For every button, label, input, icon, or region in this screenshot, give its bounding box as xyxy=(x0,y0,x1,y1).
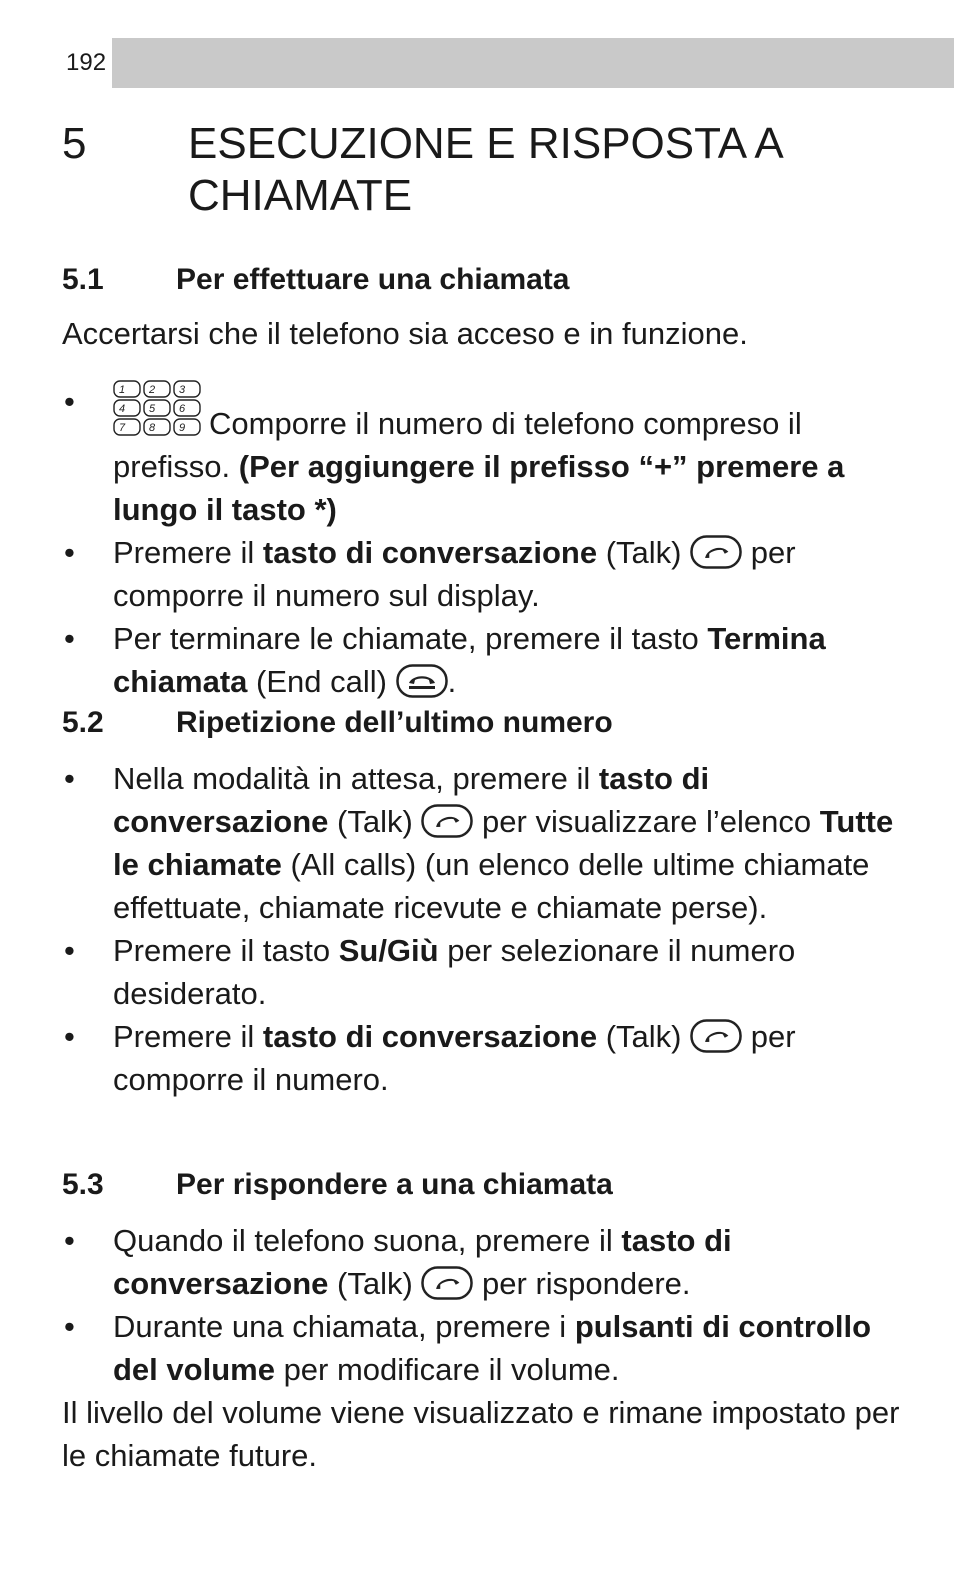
list-item: • Premere il tasto di conversazione (Talk) per comporre il numero. xyxy=(64,1019,796,1097)
paragraph-outro: Il livello del volume viene visualizzato e rimane impostato per le chiamate future. xyxy=(62,1395,900,1473)
numeric-keypad-icon xyxy=(113,380,203,436)
list-item: • 1 2 3 4 5 6 7 8 9 Comporre il numero di telefono compreso il prefisso. (Per aggiungere il prefisso “+” premere a lungo il tasto *) xyxy=(62,380,922,531)
talk-key-icon xyxy=(421,1266,473,1300)
page-number: 192 xyxy=(62,38,112,88)
list-item: • Nella modalità in attesa, premere il tasto di conversazione (Talk) per visualizzare l’elenco Tutte le chiamate (All calls) (un elenco delle ultime chiamate effettuate, chiamate ricevute e chiamate perse). xyxy=(64,761,894,925)
list-item: • Per terminare le chiamate, premere il tasto Termina chiamata (End call) . xyxy=(64,621,826,699)
list-section-5-3 xyxy=(62,1219,922,1391)
list-item: • Premere il tasto di conversazione (Talk) per comporre il numero sul display. xyxy=(64,535,796,613)
paragraph-intro: Accertarsi che il telefono sia acceso e in funzione. xyxy=(62,316,748,351)
talk-key-icon xyxy=(690,535,742,569)
svg-text:9: 9 xyxy=(179,422,186,434)
section-title: Per effettuare una chiamata xyxy=(176,263,570,296)
svg-text:6: 6 xyxy=(179,403,186,415)
talk-key-icon xyxy=(421,804,473,838)
chapter-title: ESECUZIONE E RISPOSTA A CHIAMATE xyxy=(188,119,782,220)
chapter-number: 5 xyxy=(62,119,87,168)
list-item: • Quando il telefono suona, premere il tasto di conversazione (Talk) per rispondere. xyxy=(64,1223,732,1301)
section-title: Per rispondere a una chiamata xyxy=(176,1168,613,1201)
section-number: 5.3 xyxy=(62,1168,104,1201)
list-section-5-1 xyxy=(62,380,922,703)
svg-text:5: 5 xyxy=(149,403,156,415)
svg-text:8: 8 xyxy=(149,422,156,434)
svg-text:3: 3 xyxy=(179,384,186,396)
page-header-bar xyxy=(62,38,954,88)
section-number: 5.1 xyxy=(62,263,104,296)
svg-text:7: 7 xyxy=(119,422,126,434)
talk-key-icon xyxy=(690,1019,742,1053)
svg-text:4: 4 xyxy=(119,403,126,415)
svg-text:2: 2 xyxy=(149,384,156,396)
list-item: • Durante una chiamata, premere i pulsanti di controllo del volume per modificare il volume. xyxy=(64,1309,872,1387)
end-call-key-icon xyxy=(396,664,448,698)
list-section-5-2 xyxy=(62,757,922,1101)
list-item: • Premere il tasto Su/Giù per selezionare il numero desiderato. xyxy=(64,933,796,1011)
section-number: 5.2 xyxy=(62,706,104,739)
section-title: Ripetizione dell’ultimo numero xyxy=(176,706,613,739)
svg-text:1: 1 xyxy=(119,384,126,396)
